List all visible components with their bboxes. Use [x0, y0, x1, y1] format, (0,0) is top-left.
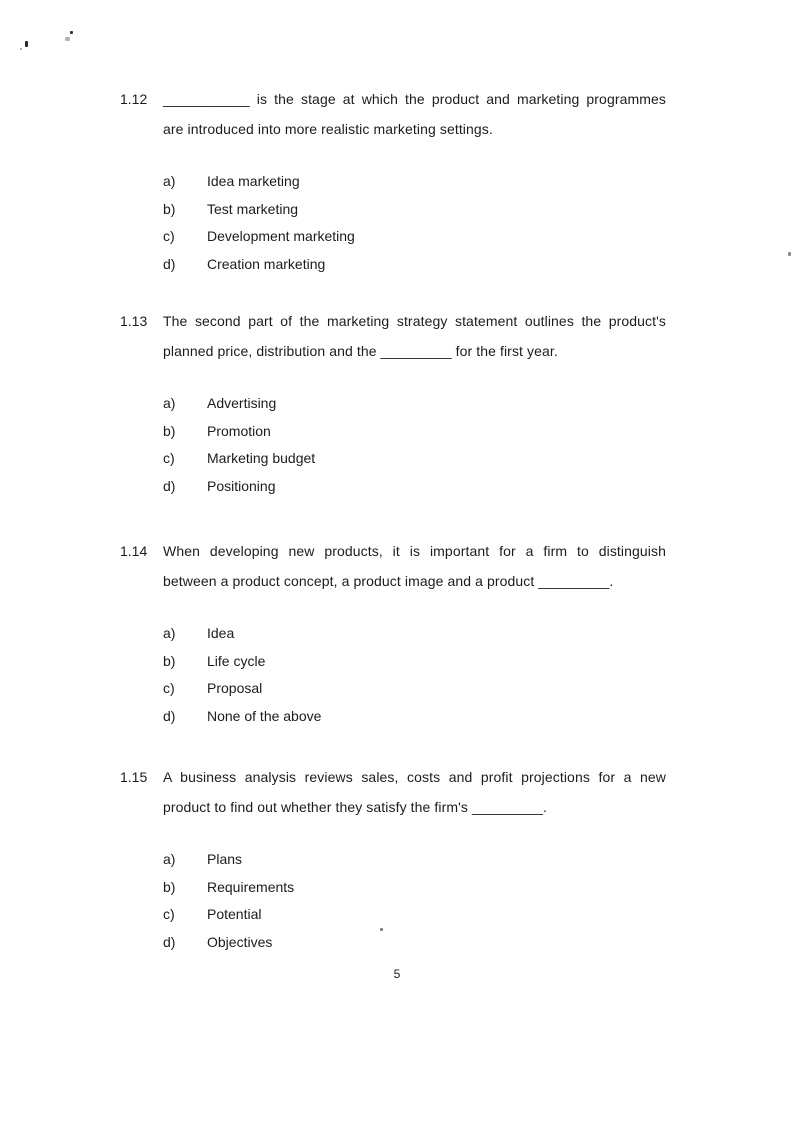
option-label: Proposal	[207, 680, 263, 696]
question-number: 1.13	[120, 313, 148, 329]
option-label: Idea marketing	[207, 173, 300, 189]
option-label: Advertising	[207, 395, 277, 411]
question-text	[163, 536, 666, 596]
option-a	[163, 168, 666, 196]
question-text-line: between a product concept, a product image and a product _________.	[163, 573, 614, 589]
question-text-line: A business analysis reviews sales, costs and profit projections for a new	[163, 769, 666, 785]
option-label: Positioning	[207, 477, 276, 494]
option-label: Requirements	[207, 878, 295, 895]
option-a	[163, 620, 666, 648]
question-number: 1.12	[120, 91, 148, 107]
option-label: Objectives	[207, 933, 273, 950]
options-list	[163, 390, 666, 500]
question-text-line: ___________ is the stage at which the product and marketing programmes	[163, 91, 666, 107]
option-letter: a)	[163, 851, 176, 867]
question-text-line: product to find out whether they satisfy the firm's _________.	[163, 799, 547, 815]
option-d	[163, 473, 666, 501]
option-d	[163, 929, 666, 957]
question-1-12	[120, 84, 680, 278]
option-letter: b)	[163, 422, 176, 439]
question-body	[163, 762, 666, 956]
scan-speck	[20, 48, 22, 50]
question-text	[163, 762, 666, 822]
option-letter: d)	[163, 255, 176, 272]
option-b	[163, 196, 666, 224]
option-c	[163, 223, 666, 251]
options-list	[163, 620, 666, 730]
option-label: Plans	[207, 851, 243, 867]
option-label: Idea	[207, 625, 235, 641]
question-1-14	[120, 536, 680, 730]
option-letter: c)	[163, 906, 175, 922]
scan-speck	[65, 37, 70, 41]
question-text-line: planned price, distribution and the _________ for the first year.	[163, 343, 558, 359]
option-c	[163, 445, 666, 473]
option-b	[163, 648, 666, 676]
question-body	[163, 536, 666, 730]
scan-speck	[25, 41, 28, 47]
option-letter: a)	[163, 625, 176, 641]
question-text	[163, 306, 666, 366]
option-letter: c)	[163, 680, 175, 696]
option-label: Test marketing	[207, 200, 299, 217]
option-letter: d)	[163, 477, 176, 494]
option-c	[163, 901, 666, 929]
question-number: 1.14	[120, 543, 148, 559]
page-number: 5	[393, 967, 401, 981]
option-label: None of the above	[207, 707, 322, 724]
option-letter: b)	[163, 200, 176, 217]
option-label: Creation marketing	[207, 255, 326, 272]
option-d	[163, 703, 666, 731]
question-text-line: When developing new products, it is important for a firm to distinguish	[163, 543, 666, 559]
option-label: Life cycle	[207, 652, 266, 669]
option-a	[163, 390, 666, 418]
option-letter: c)	[163, 450, 175, 466]
question-text-line: are introduced into more realistic marketing settings.	[163, 121, 493, 137]
option-label: Potential	[207, 906, 262, 922]
option-letter: d)	[163, 933, 176, 950]
option-b	[163, 874, 666, 902]
option-b	[163, 418, 666, 446]
question-number: 1.15	[120, 769, 148, 785]
question-body	[163, 306, 666, 500]
option-c	[163, 675, 666, 703]
option-label: Development marketing	[207, 228, 355, 244]
question-body	[163, 84, 666, 278]
scan-speck	[788, 252, 791, 256]
option-a	[163, 846, 666, 874]
option-letter: c)	[163, 228, 175, 244]
question-text	[163, 84, 666, 144]
options-list	[163, 846, 666, 956]
question-1-13	[120, 306, 680, 500]
option-label: Promotion	[207, 422, 271, 439]
option-letter: a)	[163, 395, 176, 411]
question-text-line: The second part of the marketing strategy statement outlines the product's	[163, 313, 666, 329]
option-letter: b)	[163, 878, 176, 895]
option-letter: d)	[163, 707, 176, 724]
option-letter: b)	[163, 652, 176, 669]
option-label: Marketing budget	[207, 450, 316, 466]
options-list	[163, 168, 666, 278]
scan-speck	[70, 31, 73, 34]
question-1-15	[120, 762, 680, 956]
option-d	[163, 251, 666, 279]
question-list	[120, 84, 680, 956]
option-letter: a)	[163, 173, 176, 189]
